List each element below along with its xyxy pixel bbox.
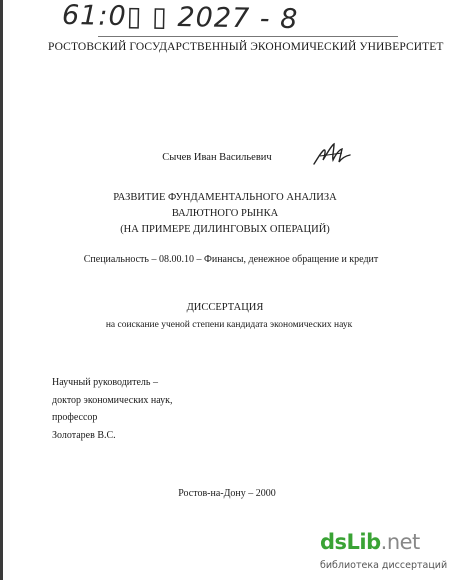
title-line-3: (НА ПРИМЕРЕ ДИЛИНГОВЫХ ОПЕРАЦИЙ) bbox=[120, 224, 330, 235]
city-year: Ростов-на-Дону – 2000 bbox=[178, 488, 276, 499]
author-name: Сычев Иван Васильевич bbox=[162, 152, 272, 163]
scientific-advisor-block bbox=[52, 374, 173, 444]
advisor-line-2: доктор экономических наук, bbox=[52, 394, 173, 406]
specialty-line: Специальность – 08.00.10 – Финансы, денежное обращение и кредит bbox=[83, 254, 379, 265]
logo-brand-main: dsLib bbox=[320, 530, 381, 554]
degree-line: на соискание ученой степени кандидата экономических наук bbox=[105, 320, 353, 330]
advisor-line-1: Научный руководитель – bbox=[52, 377, 158, 388]
handwritten-catalog-stamp: 61:0▯ ▯ 2027 - 8 bbox=[61, 0, 299, 36]
signature-icon bbox=[312, 140, 352, 168]
dslib-watermark[interactable] bbox=[320, 530, 448, 580]
university-header: РОСТОВСКИЙ ГОСУДАРСТВЕННЫЙ ЭКОНОМИЧЕСКИЙ УНИВЕРСИТЕТ bbox=[48, 41, 444, 53]
title-line-1: РАЗВИТИЕ ФУНДАМЕНТАЛЬНОГО АНАЛИЗА bbox=[113, 192, 337, 203]
dslib-logo bbox=[320, 530, 420, 554]
document-type-heading: ДИССЕРТАЦИЯ bbox=[186, 302, 264, 313]
logo-brand-tld: .net bbox=[380, 530, 420, 554]
dissertation-title bbox=[0, 190, 450, 238]
stamp-underline bbox=[98, 36, 398, 37]
logo-subtitle: библиотека диссертаций bbox=[320, 560, 448, 571]
advisor-line-4: Золотарев В.С. bbox=[52, 429, 116, 441]
title-line-2: ВАЛЮТНОГО РЫНКА bbox=[171, 208, 279, 219]
advisor-line-3: профессор bbox=[52, 412, 98, 423]
